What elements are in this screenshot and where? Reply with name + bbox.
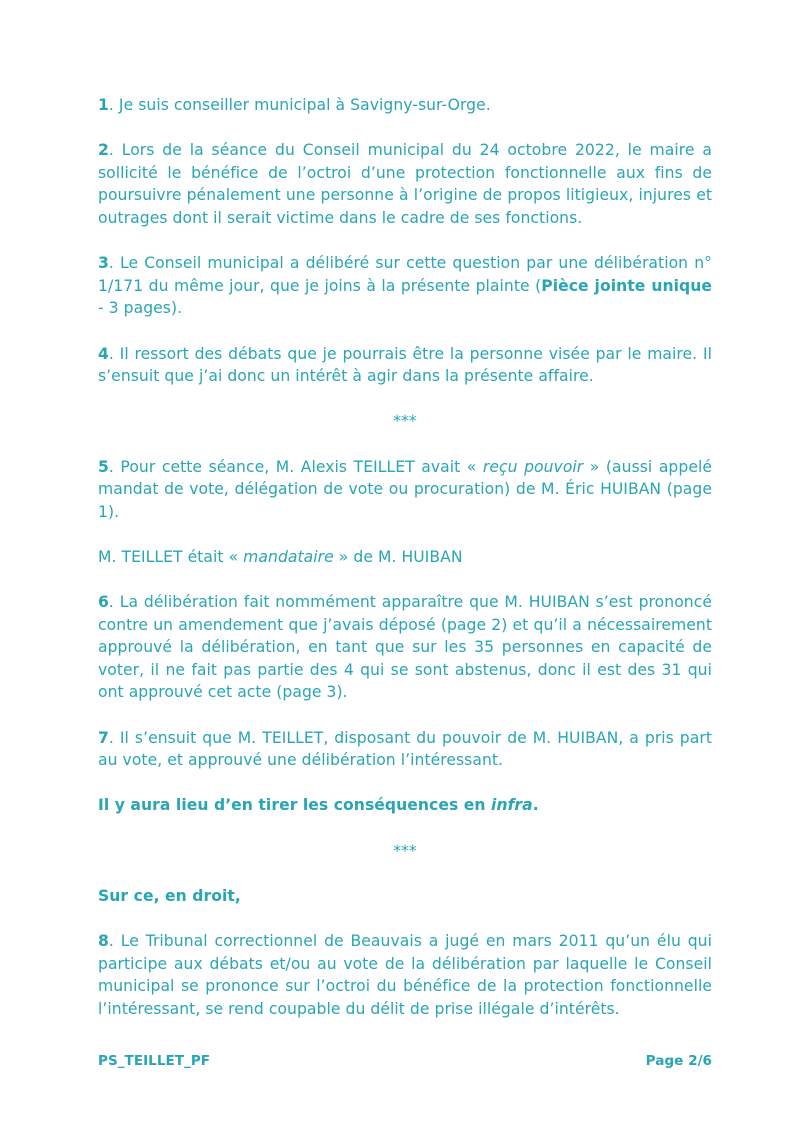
- paragraph-text: . Pour cette séance, M. Alexis TEILLET avait «: [108, 457, 483, 476]
- paragraph-text: . Il s’ensuit que M. TEILLET, disposant du pouvoir de M. HUIBAN, a pris part au vote, et approuvé une délibération l’intéressant.: [98, 728, 712, 770]
- section-separator: ***: [393, 412, 417, 431]
- paragraph-number: 8: [98, 931, 109, 950]
- paragraph-number: 4: [98, 344, 109, 363]
- paragraph-text: . La délibération fait nommément apparaître que M. HUIBAN s’est prononcé contre un amendement que j’avais déposé (page 2) et qu’il a nécessairement approuvé la délibération, en tant que sur les 35 personnes en capacité de voter, il ne fait pas partie des 4 qui se sont abstenus, donc il est des 31 qui ont approuvé cet acte (page 3).: [98, 593, 712, 702]
- section-heading: Sur ce, en droit,: [98, 886, 241, 905]
- paragraph-text: . Le Conseil municipal a délibéré sur cette question par une délibération n° 1/171 du même jour, que je joins à la présente plainte (: [98, 254, 712, 295]
- paragraph-text: . Lors de la séance du Conseil municipal du 24 octobre 2022, le maire a sollicité le bénéfice de l’octroi d’une protection fonctionnelle aux fins de poursuivre pénalement une personne à l’origine de propos litigieux, injures et outrages dont il serait victime dans le cadre de ses fonctions.: [98, 141, 712, 227]
- paragraph-number: 5: [98, 457, 109, 476]
- paragraph-number: 6: [98, 593, 109, 612]
- conclusion-line: [98, 794, 712, 817]
- page-number: Page 2/6: [645, 1053, 712, 1069]
- conclusion-text: Il y aura lieu d’en tirer les conséquences en: [98, 796, 492, 815]
- paragraph-2: [98, 139, 712, 229]
- paragraph-7: [98, 727, 712, 772]
- paragraph-text: . Il ressort des débats que je pourrais être la personne visée par le maire. Il s’ensuit que j’ai donc un intérêt à agir dans la présente affaire.: [98, 344, 712, 386]
- document-body: [98, 94, 712, 1020]
- italic-term: infra: [491, 796, 533, 815]
- conclusion-end: .: [532, 796, 539, 815]
- italic-term: mandataire: [243, 547, 334, 566]
- paragraph-text-end: » (aussi appelé mandat de vote, délégation de vote ou procuration) de M. Éric HUIBAN (page 1).: [98, 457, 712, 521]
- section-separator: ***: [393, 841, 417, 860]
- attachment-reference: Pièce jointe unique: [541, 276, 713, 295]
- paragraph-3: [98, 252, 712, 320]
- paragraph-5: [98, 456, 712, 524]
- paragraph-5b: [98, 546, 712, 569]
- paragraph-text-end: » de M. HUIBAN: [333, 547, 463, 566]
- paragraph-text: M. TEILLET était «: [98, 547, 244, 566]
- document-reference: PS_TEILLET_PF: [98, 1053, 211, 1069]
- paragraph-text: . Le Tribunal correctionnel de Beauvais a jugé en mars 2011 qu’un élu qui participe aux débats et/ou au vote de la délibération par laquelle le Conseil municipal se prononce sur l’octroi du bénéfice de la protection fonctionnelle l’intéressant, se rend coupable du délit de prise illégale d’intérêts.: [98, 931, 712, 1018]
- paragraph-text: . Je suis conseiller municipal à Savigny-sur-Orge.: [108, 96, 491, 114]
- paragraph-8: [98, 930, 712, 1020]
- paragraph-1: [98, 94, 712, 117]
- paragraph-number: 1: [98, 96, 109, 114]
- paragraph-6: [98, 591, 712, 704]
- paragraph-number: 3: [98, 254, 109, 273]
- paragraph-4: [98, 343, 712, 388]
- italic-term: reçu pouvoir: [482, 457, 584, 476]
- paragraph-number: 7: [98, 728, 109, 747]
- paragraph-number: 2: [98, 141, 109, 160]
- paragraph-text-end: - 3 pages).: [98, 299, 183, 318]
